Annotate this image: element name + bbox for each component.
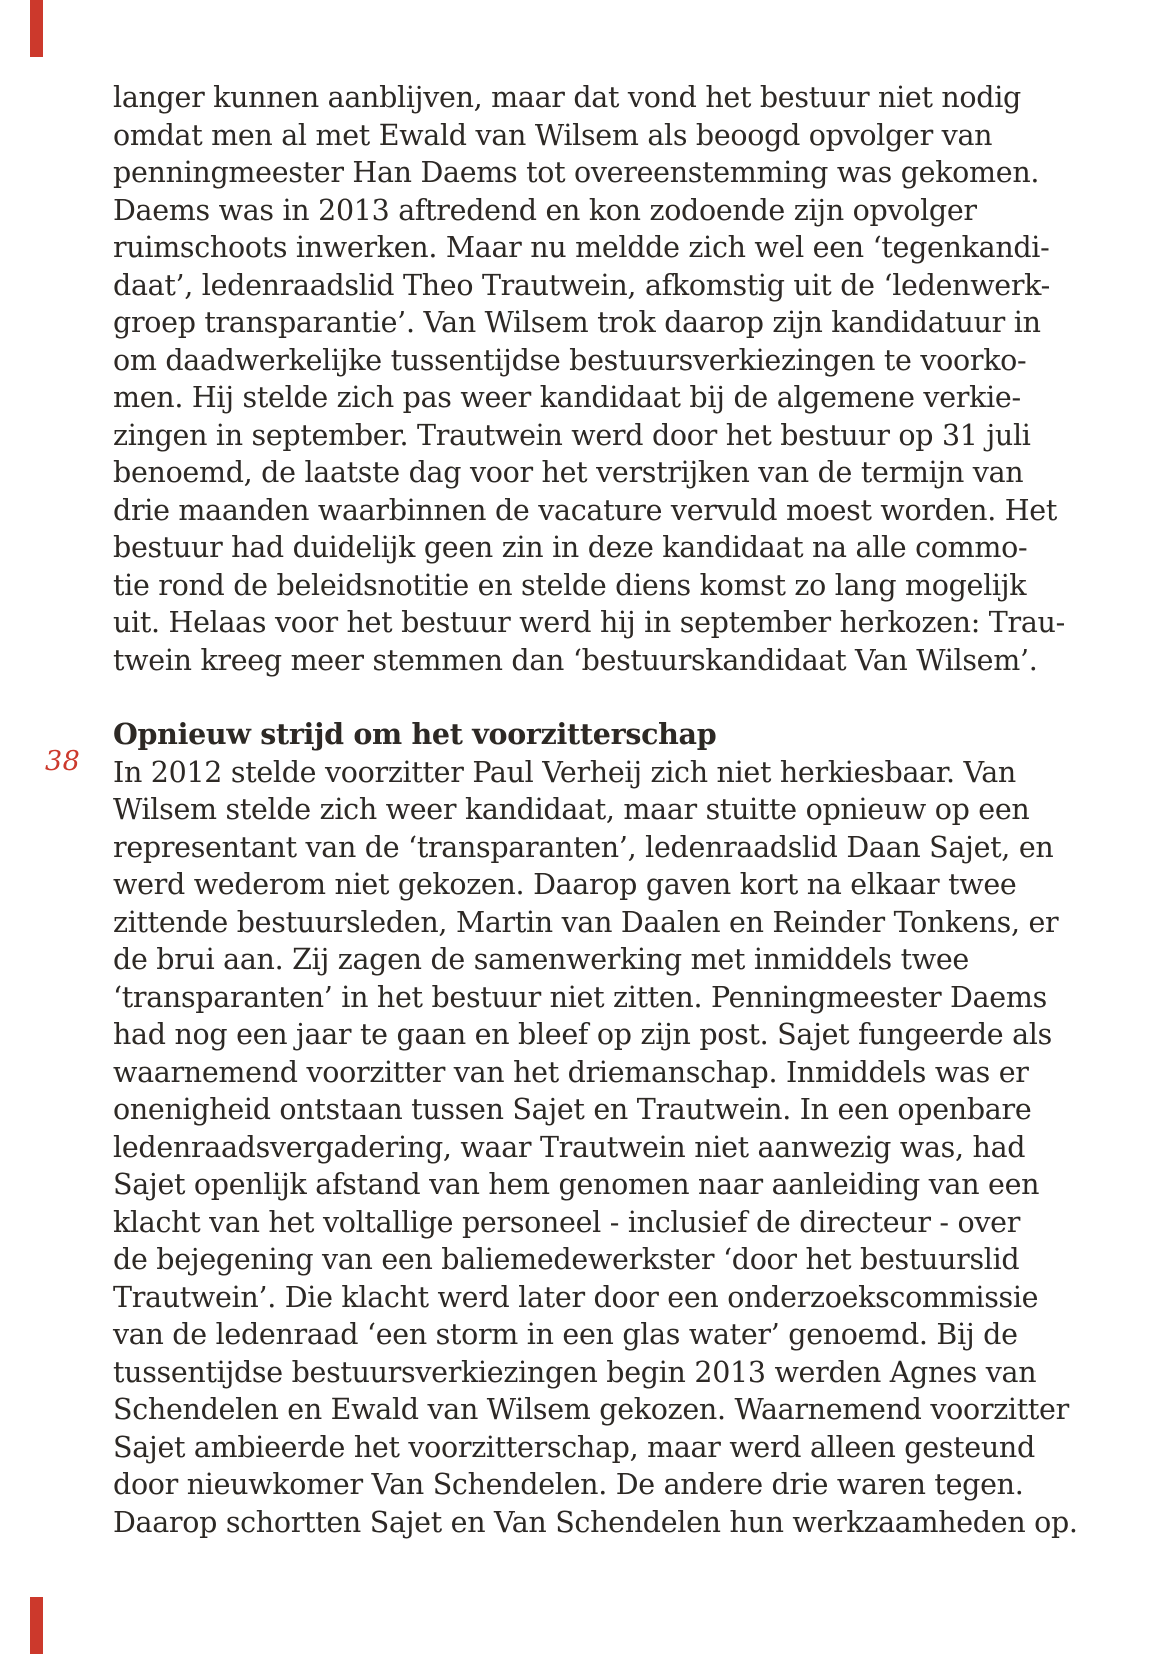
- text-line: zittende bestuursleden, Martin van Daalen en Reinder Tonkens, er: [113, 905, 1059, 939]
- text-line: representant van de ‘transparanten’, ledenraadslid Daan Sajet, en: [113, 830, 1054, 864]
- text-line: groep transparantie’. Van Wilsem trok daarop zijn kandidatuur in: [113, 306, 1041, 339]
- text-line: had nog een jaar te gaan en bleef op zijn post. Sajet fungeerde als: [113, 1018, 1052, 1051]
- text-line: Wilsem stelde zich weer kandidaat, maar stuitte opnieuw op een: [113, 793, 1030, 826]
- text-line: benoemd, de laatste dag voor het verstrijken van de termijn van: [113, 456, 1024, 489]
- text-line: omdat men al met Ewald van Wilsem als beoogd opvolger van: [113, 118, 993, 152]
- text-line: drie maanden waarbinnen de vacature vervuld moest worden. Het: [113, 493, 1058, 527]
- text-line: tie rond de beleidsnotitie en stelde diens komst zo lang mogelijk: [113, 568, 1027, 602]
- text-line: tussentijdse bestuursverkiezingen begin 2013 werden Agnes van: [113, 1355, 1037, 1389]
- text-line: uit. Helaas voor het bestuur werd hij in september herkozen: Trau-: [113, 606, 1065, 639]
- text-line: werd wederom niet gekozen. Daarop gaven kort na elkaar twee: [113, 868, 1017, 901]
- text-line: van de ledenraad ‘een storm in een glas water’ genoemd. Bij de: [113, 1318, 1018, 1351]
- body-text: [113, 79, 1078, 1541]
- paragraph-1: [113, 79, 1073, 679]
- text-line: zingen in september. Trautwein werd door het bestuur op 31 juli: [113, 418, 1031, 452]
- text-line: om daadwerkelijke tussentijdse bestuursverkiezingen te voorko-: [113, 343, 1027, 377]
- text-line: de brui aan. Zij zagen de samenwerking met inmiddels twee: [113, 943, 969, 976]
- chapter-edge-mark-top: [30, 0, 43, 57]
- text-line: Trautwein’. Die klacht werd later door een onderzoekscommissie: [113, 1280, 1039, 1314]
- text-line: Schendelen en Ewald van Wilsem gekozen. Waarnemend voorzitter: [113, 1393, 1069, 1426]
- text-line: Sajet ambieerde het voorzitterschap, maar werd alleen gesteund: [113, 1430, 1035, 1464]
- text-line: ledenraadsvergadering, waar Trautwein niet aanwezig was, had: [113, 1130, 1026, 1164]
- text-line: de bejegening van een baliemedewerkster ‘door het bestuurslid: [113, 1243, 1020, 1276]
- page-number: 38: [45, 746, 81, 777]
- text-line: bestuur had duidelijk geen zin in deze kandidaat na alle commo-: [113, 531, 1028, 564]
- text-line: Sajet openlijk afstand van hem genomen naar aanleiding van een: [113, 1168, 1040, 1201]
- text-line: langer kunnen aanblijven, maar dat vond het bestuur niet nodig: [113, 81, 1021, 114]
- paragraph-2: [113, 754, 1078, 1542]
- text-line: penningmeester Han Daems tot overeenstemming was gekomen.: [113, 156, 1040, 189]
- text-line: twein kreeg meer stemmen dan ‘bestuurskandidaat Van Wilsem’.: [113, 643, 1038, 677]
- chapter-edge-mark-bottom: [30, 1597, 43, 1654]
- text-line: men. Hij stelde zich pas weer kandidaat bij de algemene verkie-: [113, 381, 1021, 414]
- text-line: waarnemend voorzitter van het driemanschap. Inmiddels was er: [113, 1055, 1029, 1089]
- text-line: Daems was in 2013 aftredend en kon zodoende zijn opvolger: [113, 193, 977, 227]
- text-line: daat’, ledenraadslid Theo Trautwein, afkomstig uit de ‘ledenwerk-: [113, 268, 1050, 302]
- text-line: onenigheid ontstaan tussen Sajet en Trautwein. In een openbare: [113, 1093, 1032, 1126]
- text-line: In 2012 stelde voorzitter Paul Verheij zich niet herkiesbaar. Van: [113, 755, 1016, 789]
- section-heading: Opnieuw strijd om het voorzitterschap: [113, 717, 717, 751]
- text-line: klacht van het voltallige personeel - inclusief de directeur - over: [113, 1205, 1021, 1239]
- text-line: ‘transparanten’ in het bestuur niet zitten. Penningmeester Daems: [113, 980, 1047, 1014]
- text-line: Daarop schortten Sajet en Van Schendelen hun werkzaamheden op.: [113, 1505, 1078, 1539]
- text-line: ruimschoots inwerken. Maar nu meldde zich wel een ‘tegenkandi-: [113, 231, 1050, 264]
- text-line: door nieuwkomer Van Schendelen. De andere drie waren tegen.: [113, 1468, 1024, 1501]
